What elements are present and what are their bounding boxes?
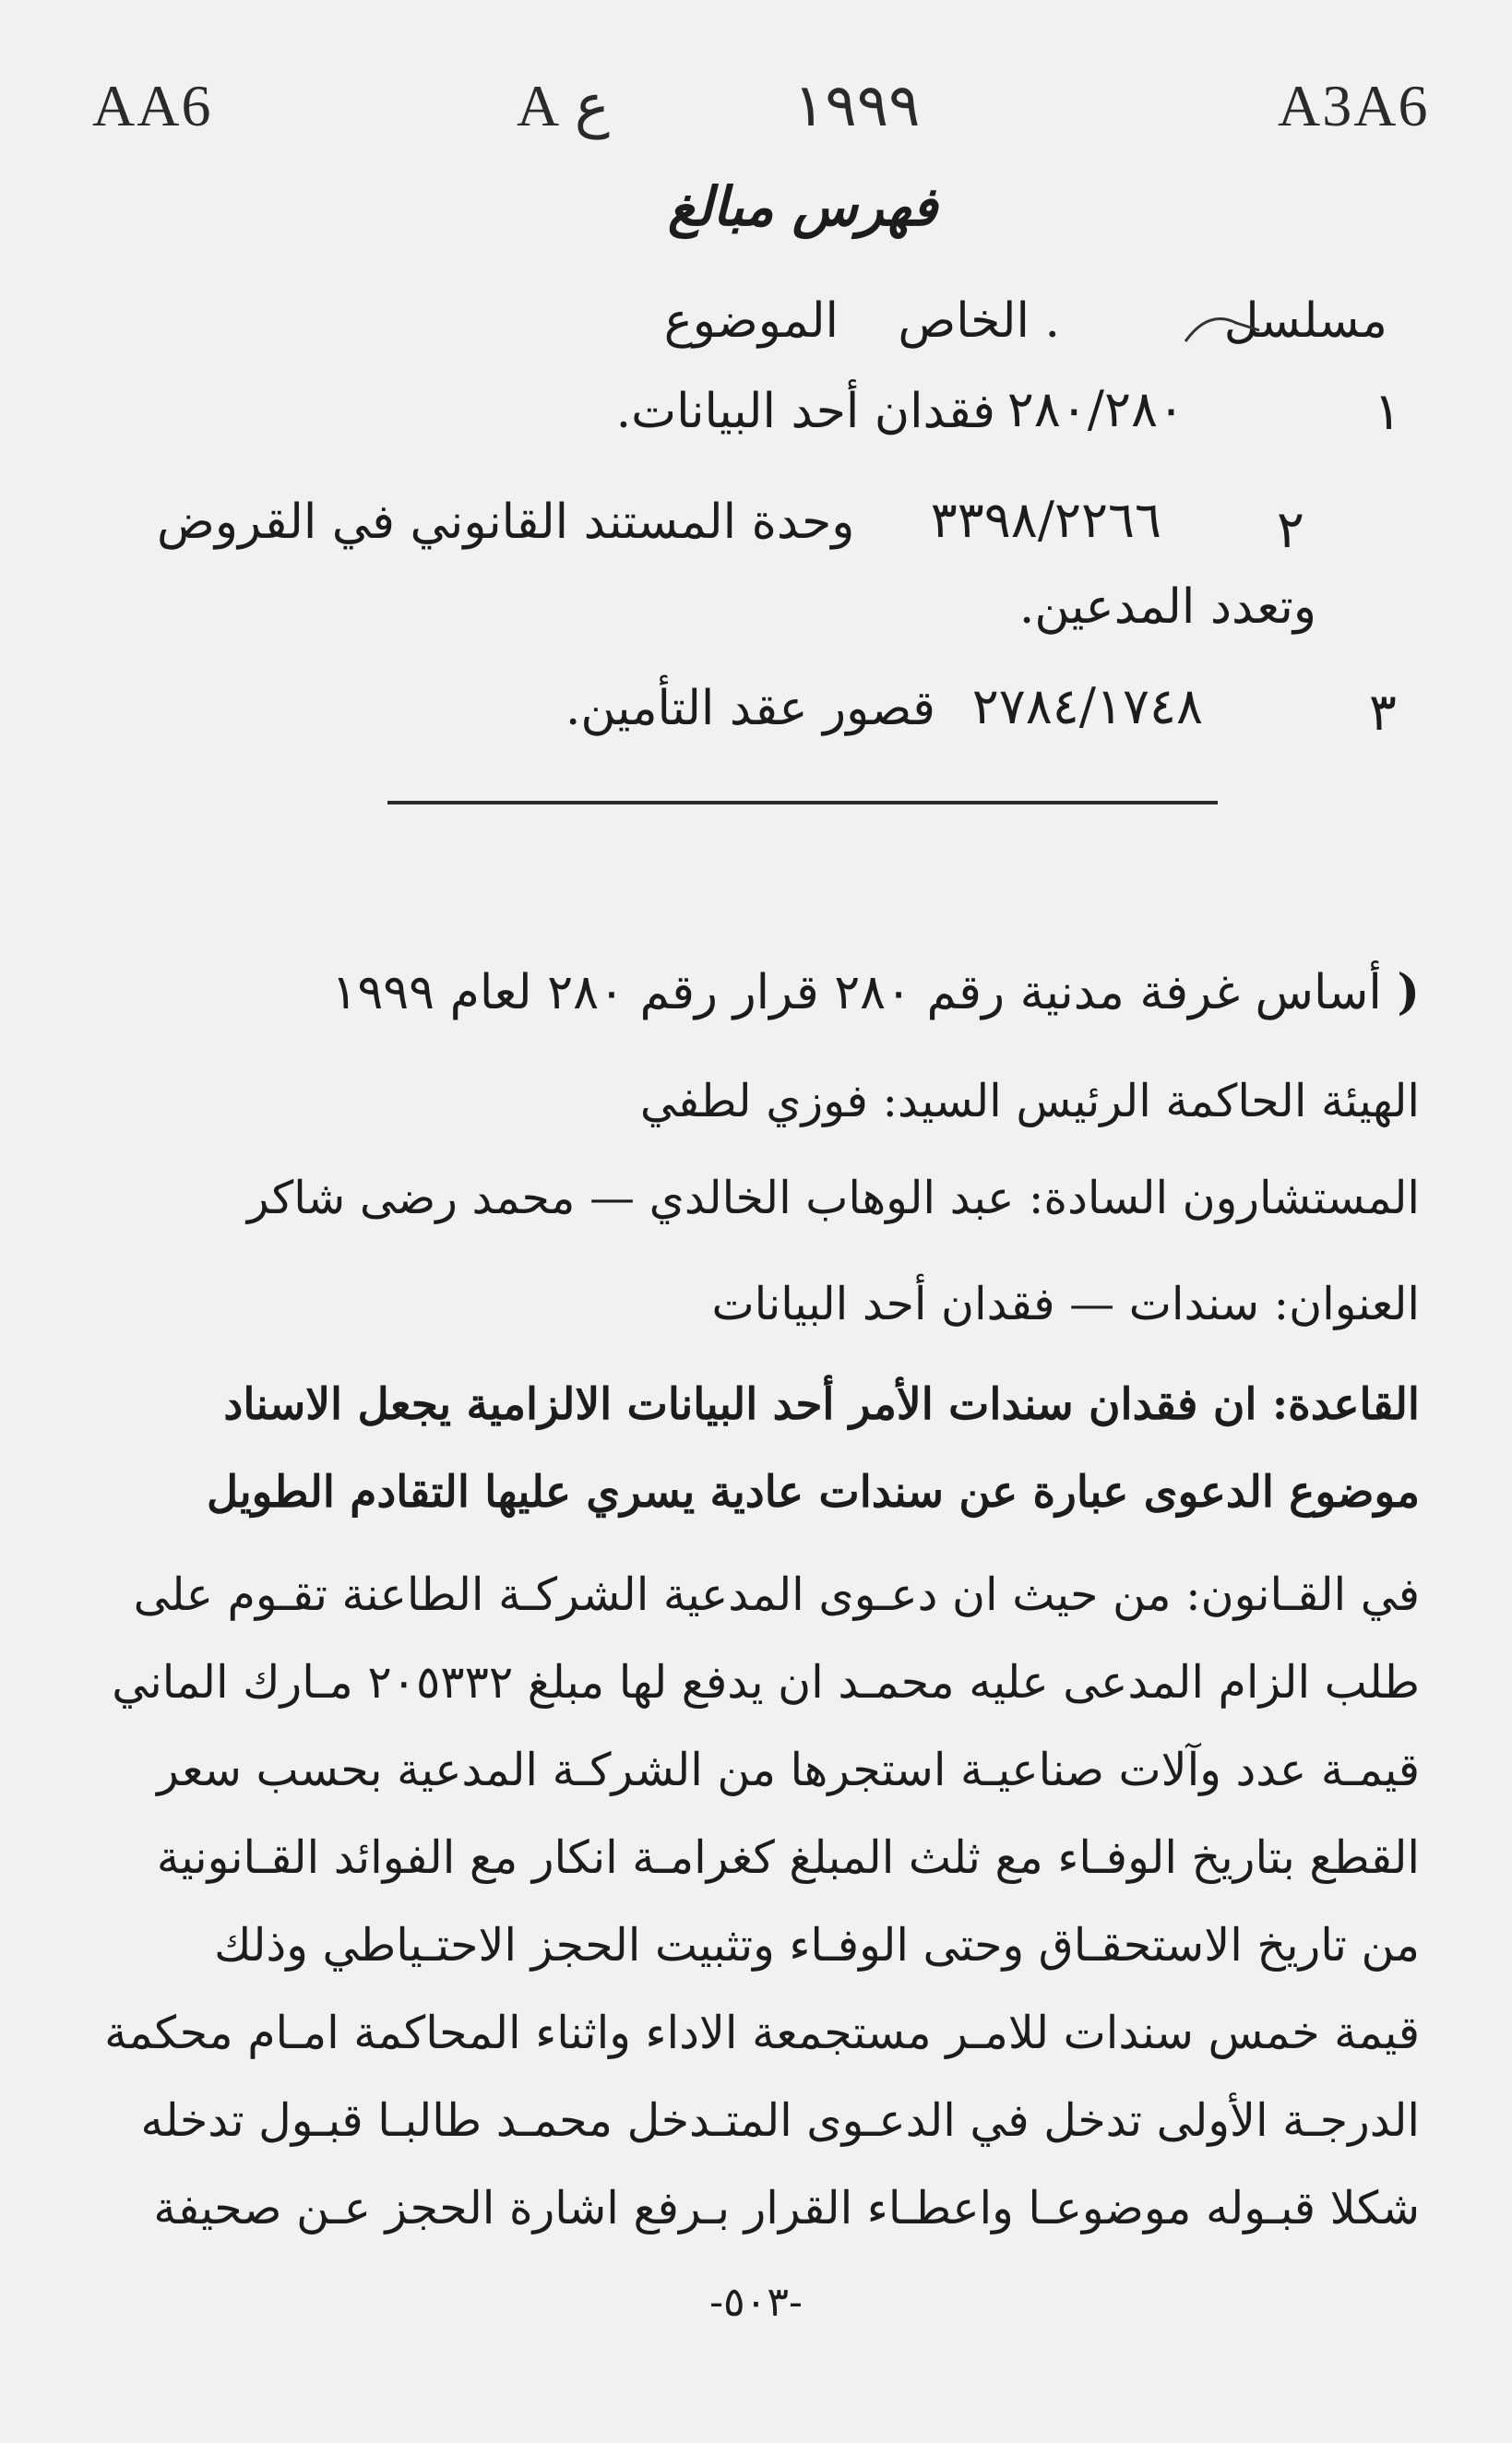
decision-counselors: المستشارون السادة: عبد الوهاب الخالدي — محمد رضى شاكر xyxy=(246,1172,1420,1224)
footnote-mark: ( xyxy=(1397,964,1420,1020)
row-number: ٢ xyxy=(1276,500,1304,560)
index-title: فهرس مبالغ xyxy=(667,175,938,238)
page-number: -٥٠٣- xyxy=(709,2279,803,2326)
header-amount: . الخاص xyxy=(898,293,1060,349)
pen-mark-icon xyxy=(1181,304,1264,351)
divider-line xyxy=(387,801,1218,804)
decision-basis-line xyxy=(101,964,1420,1020)
row-topic: قصور عقد التأمين. xyxy=(565,681,935,736)
row-amount: ٣٣٩٨/٢٢٦٦ xyxy=(930,491,1161,549)
row-amount: ٢٨٠/٢٨٠ xyxy=(1006,380,1185,438)
header-serial: مسلسل xyxy=(1223,293,1387,349)
index-row xyxy=(0,369,1512,461)
decision-basis: أساس غرفة مدنية رقم ٢٨٠ قرار رقم ٢٨٠ لعام ١٩٩٩ xyxy=(331,965,1382,1020)
row-number: ٣ xyxy=(1368,683,1397,743)
decision-rule-line2: موضوع الدعوى عبارة عن سندات عادية يسري عليها التقادم الطويل xyxy=(207,1467,1420,1518)
law-line: في القـانون: من حيث ان دعـوى المدعية الشركـة الطاعنة تقـوم على xyxy=(133,1568,1420,1621)
decision-rule-line1: القاعدة: ان فقدان سندات الأمر أحد البيانات الالزامية يجعل الاسناد xyxy=(223,1379,1420,1430)
law-line: الدرجـة الأولى تدخل في الدعـوى المتـدخل محمـد طالبـا قبـول تدخله xyxy=(140,2094,1420,2147)
header-topic: الموضوع xyxy=(663,293,839,349)
row-topic-line1: وحدة المستند القانوني في القروض xyxy=(157,495,855,550)
law-line: من تاريخ الاستحقـاق وحتى الوفـاء وتثبيت الحجز الاحتـياطي وذلك xyxy=(214,1919,1420,1972)
decision-panel: الهيئة الحاكمة الرئيس السيد: فوزي لطفي xyxy=(639,1075,1420,1127)
index-row xyxy=(0,471,1512,637)
row-topic-line2: وتعدد المدعين. xyxy=(1018,579,1316,635)
handwritten-note-right: A3A6 xyxy=(1278,73,1430,138)
row-topic: فقدان أحد البيانات. xyxy=(615,384,995,439)
law-line: قيمة خمس سندات للامـر مستجمعة الاداء واثناء المحاكمة امـام محكمة xyxy=(104,2007,1420,2059)
law-line: شكلا قبـوله موضوعـا واعطـاء القرار بـرفع اشارة الحجز عـن صحيفة xyxy=(153,2182,1420,2234)
handwritten-year: ١٩٩٩ xyxy=(793,73,921,138)
decision-subject: العنوان: سندات — فقدان أحد البيانات xyxy=(711,1278,1420,1330)
index-row xyxy=(0,662,1512,755)
handwritten-note-middle: A ع xyxy=(517,73,610,138)
law-line: قيمـة عدد وآلات صناعيـة استجرها من الشركـة المدعية بحسب سعر xyxy=(157,1744,1420,1796)
row-number: ١ xyxy=(1373,382,1401,442)
law-line: القطع بتاريخ الوفـاء مع ثلث المبلغ كغرامـة انكار مع الفوائد القـانونية xyxy=(156,1831,1420,1884)
row-topic xyxy=(157,480,1316,649)
row-amount: ٢٧٨٤/١٧٤٨ xyxy=(971,677,1203,735)
handwritten-note-left: AA6 xyxy=(92,73,213,138)
law-line: طلب الزام المدعى عليه محمـد ان يدفع لها مبلغ ٢٠٥٣٣٢ مـارك الماني xyxy=(112,1656,1420,1709)
